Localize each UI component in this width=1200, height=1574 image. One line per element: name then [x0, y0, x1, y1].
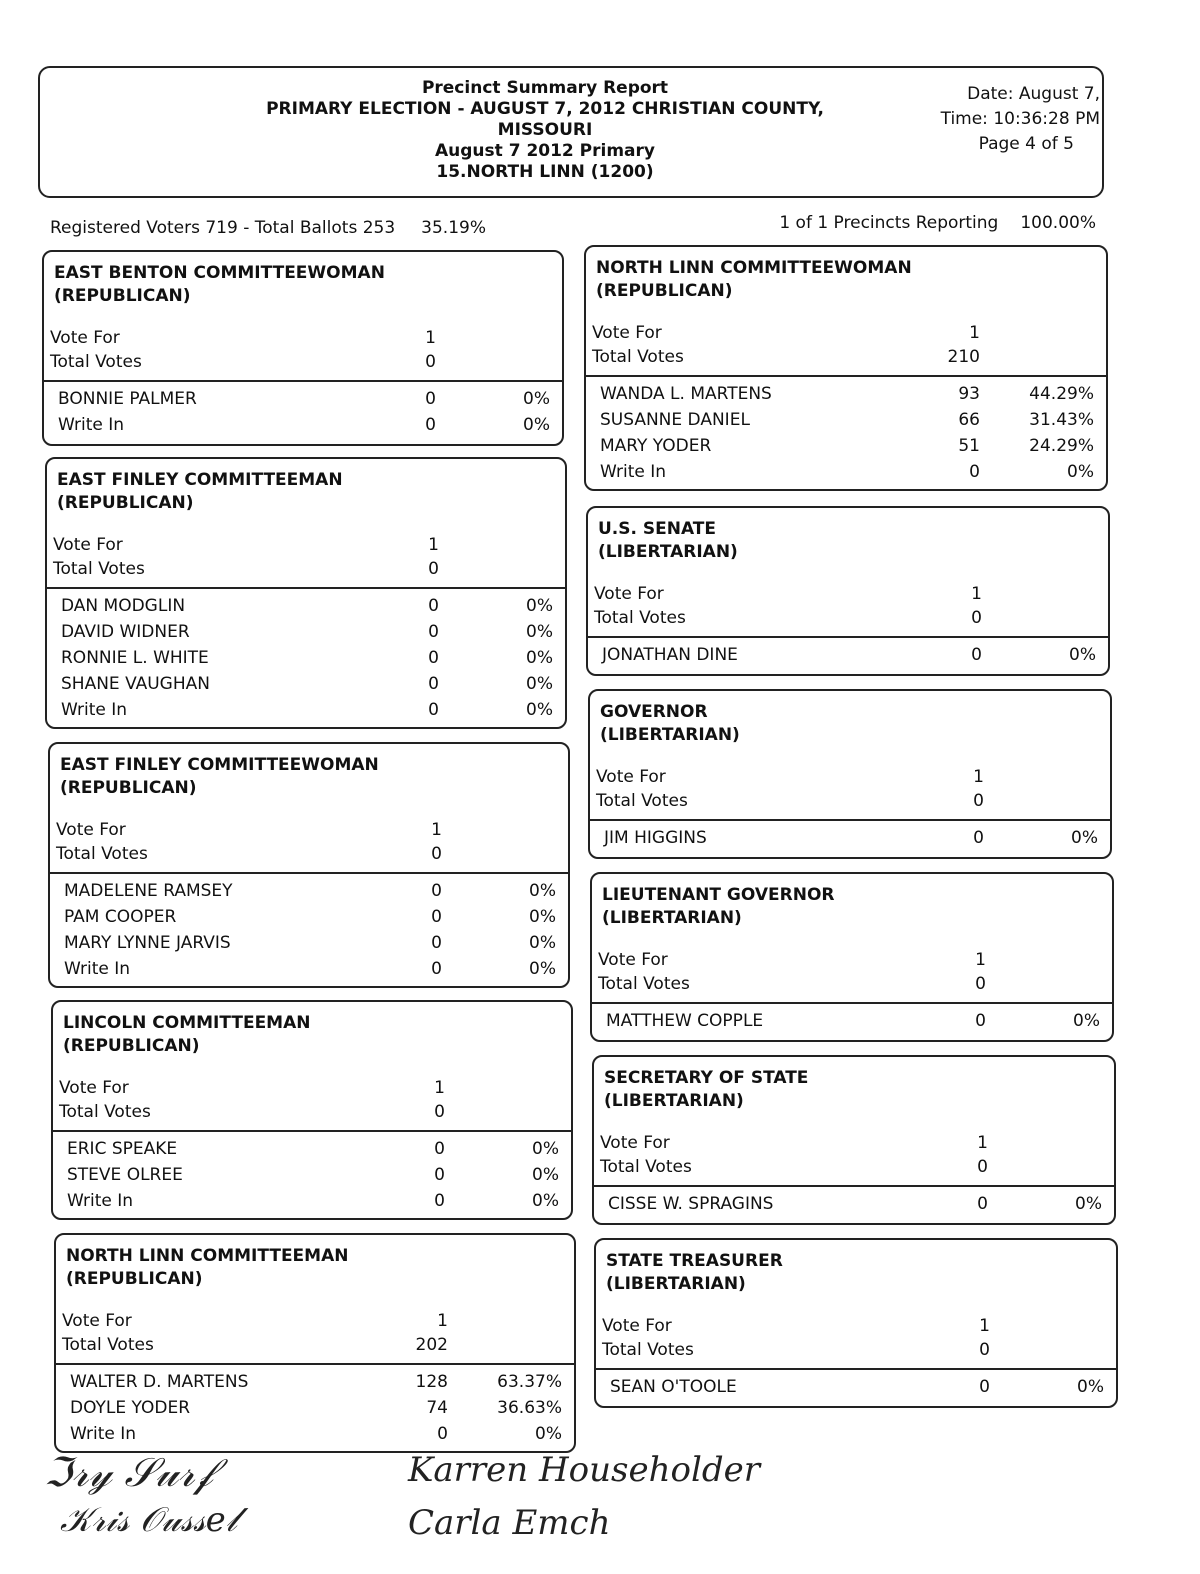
candidate-list — [61, 593, 565, 723]
candidate-name: WANDA L. MARTENS — [600, 384, 772, 404]
candidate-votes: 0 — [431, 881, 442, 901]
candidate-row — [604, 825, 1110, 851]
candidate-percent: 44.29% — [1029, 384, 1094, 404]
race-party: (LIBERTARIAN) — [600, 725, 740, 745]
candidate-votes: 0 — [979, 1377, 990, 1397]
signature-scribble-1: ℑ𝓇𝓎 𝒮𝓊𝓇𝒻 — [44, 1450, 213, 1496]
total-votes-label: Total Votes — [598, 974, 690, 994]
vote-for-value: 1 — [425, 328, 436, 348]
candidate-votes: 0 — [428, 596, 439, 616]
vote-for-value: 1 — [431, 820, 442, 840]
candidate-votes: 0 — [431, 907, 442, 927]
race-title — [66, 1245, 348, 1291]
candidate-list — [70, 1369, 574, 1447]
candidate-name: JIM HIGGINS — [604, 828, 707, 848]
candidate-percent: 0% — [1077, 1377, 1104, 1397]
total-votes-value: 0 — [431, 844, 442, 864]
vote-for-row — [598, 948, 1112, 972]
vote-for-label: Vote For — [62, 1311, 132, 1331]
candidate-name: SEAN O'TOOLE — [610, 1377, 737, 1397]
total-votes-label: Total Votes — [56, 844, 148, 864]
total-votes-row — [53, 557, 565, 581]
total-votes-row — [596, 789, 1110, 813]
race-title — [604, 1067, 808, 1113]
race-box-state-treasurer — [594, 1238, 1118, 1408]
vote-for-value: 1 — [969, 323, 980, 343]
race-office: LINCOLN COMMITTEEMAN — [63, 1013, 311, 1033]
race-meta — [62, 1309, 574, 1357]
race-box-lieutenant-governor — [590, 872, 1114, 1042]
candidate-percent: 0% — [526, 648, 553, 668]
candidate-percent: 24.29% — [1029, 436, 1094, 456]
race-office: U.S. SENATE — [598, 519, 717, 539]
race-meta — [602, 1314, 1116, 1362]
race-office: EAST FINLEY COMMITTEEWOMAN — [60, 755, 379, 775]
candidate-percent: 0% — [1071, 828, 1098, 848]
race-meta — [596, 765, 1110, 813]
race-title — [596, 257, 912, 303]
candidate-name: DAN MODGLIN — [61, 596, 186, 616]
total-votes-row — [50, 350, 562, 374]
candidate-list — [64, 878, 568, 982]
candidate-percent: 0% — [526, 622, 553, 642]
page-number: Page 4 of 5 — [978, 134, 1074, 154]
race-office: STATE TREASURER — [606, 1251, 783, 1271]
candidate-percent: 0% — [532, 1191, 559, 1211]
election-state: MISSOURI — [497, 120, 593, 140]
race-party: (REPUBLICAN) — [57, 493, 194, 513]
race-office: EAST BENTON COMMITTEEWOMAN — [54, 263, 385, 283]
total-votes-row — [602, 1338, 1116, 1362]
vote-for-label: Vote For — [596, 767, 666, 787]
candidate-percent: 0% — [1067, 462, 1094, 482]
candidate-votes: 0 — [969, 462, 980, 482]
total-votes-label: Total Votes — [592, 347, 684, 367]
candidate-row — [70, 1369, 574, 1395]
race-party: (LIBERTARIAN) — [604, 1091, 744, 1111]
race-meta — [598, 948, 1112, 996]
turnout-percent: 35.19% — [421, 218, 486, 238]
race-divider — [50, 872, 568, 874]
race-title — [57, 469, 343, 515]
candidate-name: SHANE VAUGHAN — [61, 674, 210, 694]
candidate-percent: 0% — [529, 933, 556, 953]
candidate-percent: 0% — [532, 1165, 559, 1185]
candidate-name: JONATHAN DINE — [602, 645, 738, 665]
candidate-row — [58, 386, 562, 412]
race-divider — [588, 636, 1108, 638]
vote-for-row — [594, 582, 1108, 606]
race-divider — [596, 1368, 1116, 1370]
race-box-lincoln-committeeman — [51, 1000, 573, 1220]
race-party: (REPUBLICAN) — [596, 281, 733, 301]
candidate-row — [64, 930, 568, 956]
total-votes-value: 0 — [428, 559, 439, 579]
candidate-percent: 0% — [532, 1139, 559, 1159]
race-title — [598, 518, 738, 564]
race-party: (LIBERTARIAN) — [598, 542, 738, 562]
race-office: EAST FINLEY COMMITTEEMAN — [57, 470, 343, 490]
vote-for-label: Vote For — [56, 820, 126, 840]
candidate-row — [600, 381, 1106, 407]
total-votes-label: Total Votes — [50, 352, 142, 372]
total-votes-value: 0 — [971, 608, 982, 628]
precinct-summary — [779, 213, 1096, 233]
total-votes-row — [600, 1155, 1114, 1179]
total-votes-label: Total Votes — [602, 1340, 694, 1360]
race-box-north-linn-committeewoman — [584, 245, 1108, 491]
candidate-name: MADELENE RAMSEY — [64, 881, 233, 901]
candidate-votes: 0 — [973, 828, 984, 848]
precinct-name: 15.NORTH LINN (1200) — [436, 162, 654, 182]
race-meta — [594, 582, 1108, 630]
candidate-name: Write In — [70, 1424, 137, 1444]
vote-for-value: 1 — [971, 584, 982, 604]
race-divider — [590, 819, 1110, 821]
candidate-row — [61, 645, 565, 671]
candidate-row — [64, 878, 568, 904]
candidate-percent: 0% — [529, 959, 556, 979]
race-party: (LIBERTARIAN) — [602, 908, 742, 928]
candidate-name: ERIC SPEAKE — [67, 1139, 178, 1159]
total-votes-row — [59, 1100, 571, 1124]
total-votes-label: Total Votes — [53, 559, 145, 579]
vote-for-label: Vote For — [59, 1078, 129, 1098]
vote-for-value: 1 — [977, 1133, 988, 1153]
race-office: SECRETARY OF STATE — [604, 1068, 809, 1088]
candidate-percent: 0% — [526, 700, 553, 720]
vote-for-value: 1 — [979, 1316, 990, 1336]
total-votes-label: Total Votes — [596, 791, 688, 811]
candidate-name: MATTHEW COPPLE — [606, 1011, 764, 1031]
candidate-name: Write In — [61, 700, 128, 720]
race-party: (REPUBLICAN) — [60, 778, 197, 798]
candidate-percent: 0% — [535, 1424, 562, 1444]
race-meta — [600, 1131, 1114, 1179]
race-title — [600, 701, 740, 747]
signature-householder: Karren Householder — [408, 1450, 760, 1490]
vote-for-row — [62, 1309, 574, 1333]
report-meta — [900, 82, 1100, 157]
total-votes-value: 202 — [415, 1335, 448, 1355]
candidate-percent: 0% — [1069, 645, 1096, 665]
candidate-name: MARY YODER — [600, 436, 712, 456]
race-meta — [53, 533, 565, 581]
candidate-name: Write In — [67, 1191, 134, 1211]
race-meta — [50, 326, 562, 374]
total-votes-row — [598, 972, 1112, 996]
race-meta — [56, 818, 568, 866]
race-meta — [59, 1076, 571, 1124]
vote-for-label: Vote For — [53, 535, 123, 555]
candidate-list — [58, 386, 562, 438]
candidate-percent: 0% — [529, 907, 556, 927]
candidate-name: Write In — [58, 415, 125, 435]
candidate-row — [606, 1008, 1112, 1034]
candidate-row — [64, 956, 568, 982]
signature-scribble-2: 𝒦𝓇𝒾𝓈 𝒪𝓊𝓈𝓈𝑒𝓁 — [60, 1500, 238, 1540]
election-subtitle: August 7 2012 Primary — [435, 141, 655, 161]
candidate-votes: 74 — [426, 1398, 448, 1418]
candidate-name: RONNIE L. WHITE — [61, 648, 209, 668]
race-divider — [594, 1185, 1114, 1187]
total-votes-value: 0 — [434, 1102, 445, 1122]
candidate-list — [608, 1191, 1114, 1217]
total-votes-label: Total Votes — [59, 1102, 151, 1122]
candidate-row — [70, 1421, 574, 1447]
vote-for-value: 1 — [973, 767, 984, 787]
signature-emch: Carla Emch — [408, 1503, 611, 1543]
candidate-votes: 0 — [428, 648, 439, 668]
candidate-row — [67, 1162, 571, 1188]
total-votes-value: 0 — [425, 352, 436, 372]
precincts-percent: 100.00% — [1020, 213, 1096, 233]
candidate-percent: 36.63% — [497, 1398, 562, 1418]
candidate-row — [61, 593, 565, 619]
total-votes-label: Total Votes — [62, 1335, 154, 1355]
candidate-row — [61, 619, 565, 645]
total-votes-label: Total Votes — [600, 1157, 692, 1177]
race-box-east-finley-committeeman — [45, 457, 567, 729]
candidate-name: STEVE OLREE — [67, 1165, 183, 1185]
race-party: (REPUBLICAN) — [54, 286, 191, 306]
race-title — [606, 1250, 783, 1296]
total-votes-value: 0 — [979, 1340, 990, 1360]
vote-for-value: 1 — [975, 950, 986, 970]
candidate-votes: 0 — [437, 1424, 448, 1444]
vote-for-row — [596, 765, 1110, 789]
report-title-block — [220, 78, 870, 183]
report-title: Precinct Summary Report — [421, 78, 669, 98]
candidate-name: WALTER D. MARTENS — [70, 1372, 249, 1392]
report-header — [38, 66, 1104, 198]
vote-for-row — [602, 1314, 1116, 1338]
candidate-percent: 0% — [526, 596, 553, 616]
vote-for-row — [53, 533, 565, 557]
candidate-list — [610, 1374, 1116, 1400]
race-box-north-linn-committeeman — [54, 1233, 576, 1453]
race-meta — [592, 321, 1106, 369]
candidate-list — [602, 642, 1108, 668]
candidate-percent: 0% — [1075, 1194, 1102, 1214]
candidate-votes: 0 — [431, 959, 442, 979]
race-divider — [586, 375, 1106, 377]
candidate-percent: 0% — [1073, 1011, 1100, 1031]
candidate-percent: 63.37% — [497, 1372, 562, 1392]
candidate-row — [608, 1191, 1114, 1217]
race-box-east-finley-committeewoman — [48, 742, 570, 988]
candidate-votes: 128 — [415, 1372, 448, 1392]
candidate-votes: 0 — [434, 1191, 445, 1211]
total-votes-value: 0 — [975, 974, 986, 994]
candidate-row — [61, 697, 565, 723]
candidate-name: BONNIE PALMER — [58, 389, 197, 409]
candidate-row — [600, 433, 1106, 459]
total-votes-value: 0 — [973, 791, 984, 811]
candidate-votes: 0 — [425, 389, 436, 409]
vote-for-label: Vote For — [600, 1133, 670, 1153]
candidate-row — [67, 1136, 571, 1162]
vote-for-label: Vote For — [594, 584, 664, 604]
race-divider — [56, 1363, 574, 1365]
candidate-votes: 0 — [428, 700, 439, 720]
candidate-name: Write In — [64, 959, 131, 979]
race-box-east-benton-committeewoman — [42, 250, 564, 446]
candidate-name: PAM COOPER — [64, 907, 177, 927]
candidate-row — [602, 642, 1108, 668]
candidate-list — [67, 1136, 571, 1214]
candidate-row — [58, 412, 562, 438]
candidate-votes: 0 — [434, 1139, 445, 1159]
precincts-reporting: 1 of 1 Precincts Reporting — [779, 213, 999, 233]
candidate-name: DOYLE YODER — [70, 1398, 191, 1418]
candidate-row — [70, 1395, 574, 1421]
race-divider — [53, 1130, 571, 1132]
registered-voters: Registered Voters 719 - Total Ballots 253 — [50, 218, 396, 238]
candidate-row — [600, 459, 1106, 485]
candidate-list — [600, 381, 1106, 485]
candidate-row — [610, 1374, 1116, 1400]
ballot-summary — [50, 218, 486, 238]
race-office: NORTH LINN COMMITTEEWOMAN — [596, 258, 912, 278]
vote-for-label: Vote For — [50, 328, 120, 348]
race-party: (REPUBLICAN) — [63, 1036, 200, 1056]
vote-for-row — [50, 326, 562, 350]
candidate-list — [604, 825, 1110, 851]
election-name: PRIMARY ELECTION - AUGUST 7, 2012 CHRISTIAN COUNTY, — [266, 99, 824, 119]
candidate-votes: 0 — [434, 1165, 445, 1185]
candidate-name: DAVID WIDNER — [61, 622, 190, 642]
candidate-percent: 0% — [523, 389, 550, 409]
race-office: GOVERNOR — [600, 702, 708, 722]
candidate-name: Write In — [600, 462, 667, 482]
vote-for-label: Vote For — [602, 1316, 672, 1336]
vote-for-value: 1 — [434, 1078, 445, 1098]
vote-for-row — [592, 321, 1106, 345]
candidate-name: CISSE W. SPRAGINS — [608, 1194, 774, 1214]
race-box-u-s-senate — [586, 506, 1110, 676]
candidate-list — [606, 1008, 1112, 1034]
race-box-governor — [588, 689, 1112, 859]
vote-for-value: 1 — [428, 535, 439, 555]
vote-for-row — [600, 1131, 1114, 1155]
race-title — [54, 262, 385, 308]
total-votes-row — [594, 606, 1108, 630]
candidate-votes: 0 — [431, 933, 442, 953]
report-time: Time: 10:36:28 PM — [940, 109, 1100, 129]
total-votes-row — [592, 345, 1106, 369]
candidate-votes: 93 — [958, 384, 980, 404]
candidate-votes: 0 — [971, 645, 982, 665]
race-divider — [592, 1002, 1112, 1004]
candidate-row — [64, 904, 568, 930]
candidate-votes: 66 — [958, 410, 980, 430]
vote-for-label: Vote For — [598, 950, 668, 970]
vote-for-label: Vote For — [592, 323, 662, 343]
race-party: (LIBERTARIAN) — [606, 1274, 746, 1294]
candidate-name: MARY LYNNE JARVIS — [64, 933, 231, 953]
total-votes-row — [56, 842, 568, 866]
candidate-row — [67, 1188, 571, 1214]
vote-for-row — [59, 1076, 571, 1100]
total-votes-label: Total Votes — [594, 608, 686, 628]
candidate-percent: 0% — [523, 415, 550, 435]
candidate-percent: 0% — [529, 881, 556, 901]
race-title — [60, 754, 379, 800]
vote-for-row — [56, 818, 568, 842]
vote-for-value: 1 — [437, 1311, 448, 1331]
candidate-votes: 0 — [428, 622, 439, 642]
candidate-votes: 51 — [958, 436, 980, 456]
candidate-percent: 31.43% — [1029, 410, 1094, 430]
candidate-percent: 0% — [526, 674, 553, 694]
race-divider — [44, 380, 562, 382]
total-votes-row — [62, 1333, 574, 1357]
race-title — [63, 1012, 311, 1058]
candidate-votes: 0 — [425, 415, 436, 435]
candidate-row — [600, 407, 1106, 433]
race-box-secretary-of-state — [592, 1055, 1116, 1225]
race-office: LIEUTENANT GOVERNOR — [602, 885, 835, 905]
candidate-votes: 0 — [977, 1194, 988, 1214]
total-votes-value: 0 — [977, 1157, 988, 1177]
race-divider — [47, 587, 565, 589]
race-party: (REPUBLICAN) — [66, 1269, 203, 1289]
candidate-votes: 0 — [975, 1011, 986, 1031]
candidate-row — [61, 671, 565, 697]
candidate-name: SUSANNE DANIEL — [600, 410, 750, 430]
total-votes-value: 210 — [947, 347, 980, 367]
candidate-votes: 0 — [428, 674, 439, 694]
race-office: NORTH LINN COMMITTEEMAN — [66, 1246, 349, 1266]
race-title — [602, 884, 835, 930]
report-date: Date: August 7, — [967, 84, 1100, 104]
